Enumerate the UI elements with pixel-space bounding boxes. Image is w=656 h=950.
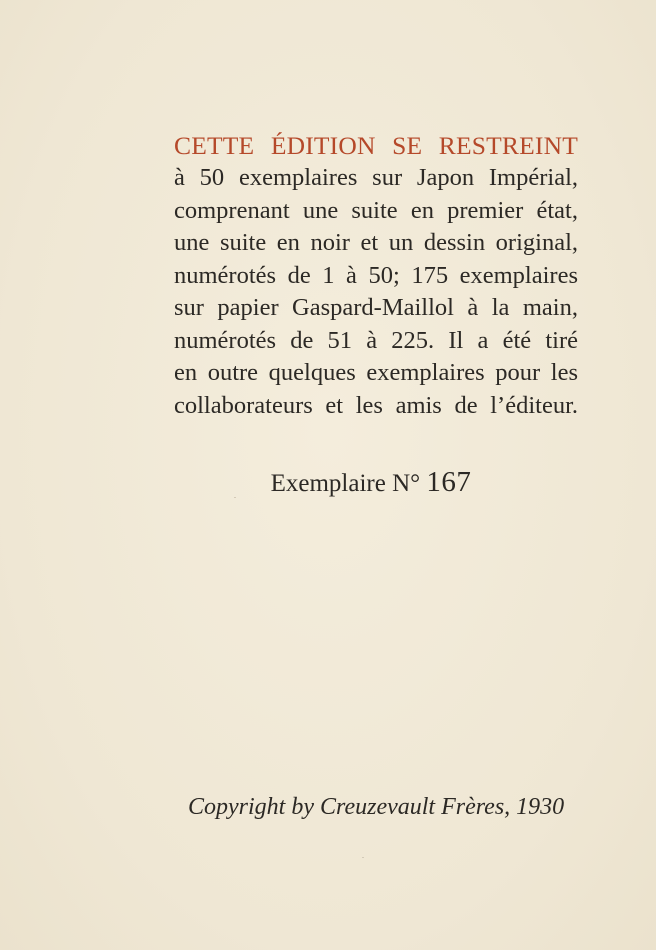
copyright-line: Copyright by Creuzevault Frères, 1930 (188, 794, 565, 820)
colophon-line: numérotés de 51 à 225. Il a été tiré (174, 326, 578, 354)
exemplaire-label: Exemplaire N° (270, 470, 421, 497)
colophon-block (174, 130, 578, 422)
exemplaire-value: 167 (426, 466, 472, 498)
colophon-line: à 50 exemplaires sur Japon Impérial, (174, 164, 578, 191)
colophon-line: sur papier Gaspard-Maillol à la main, (174, 294, 578, 321)
paper-speck (234, 497, 236, 498)
colophon-line: en outre quelques exemplaires pour les (174, 359, 578, 386)
colophon-line: numérotés de 1 à 50; 175 exemplaires (174, 261, 578, 289)
colophon-line: une suite en noir et un dessin original, (174, 229, 578, 256)
colophon-line: comprenant une suite en premier état, (174, 196, 578, 224)
colophon-line: collaborateurs et les amis de l’éditeur. (174, 391, 578, 419)
paper-speck (362, 857, 364, 858)
exemplaire-number (0, 466, 656, 499)
colophon-heading: CETTE ÉDITION SE RESTREINT (174, 131, 578, 160)
